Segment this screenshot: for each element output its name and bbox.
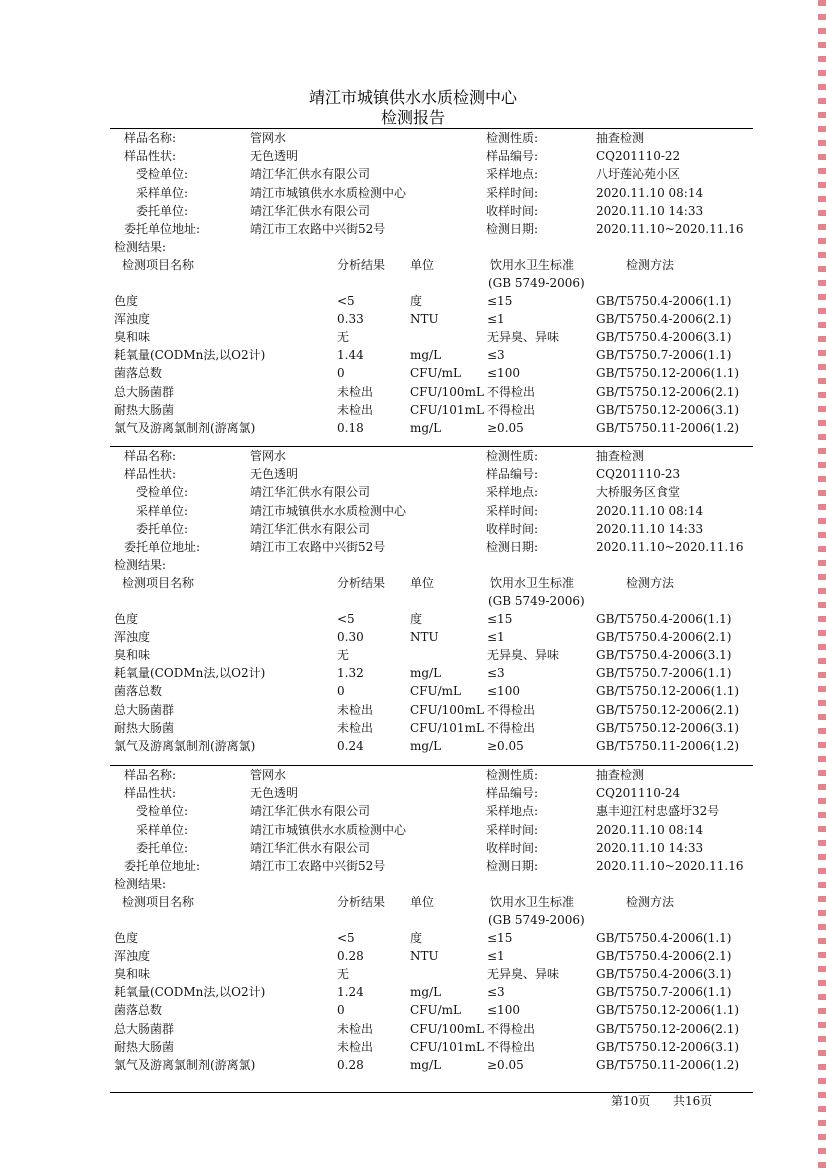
info-label: 收样时间: [486,521,539,536]
table-row [0,719,826,737]
sample-info-row [0,502,826,520]
cell-standard: ≤3 [487,985,505,1000]
info-value: 靖江华汇供水有限公司 [250,521,371,536]
col-header-result: 分析结果 [337,576,386,590]
col-header-standard-sub: (GB 5749-2006) [488,276,585,290]
sample-info-row [0,147,826,165]
cell-method: GB/T5750.12-2006(3.1) [596,402,740,417]
seal-edge-stamp [818,0,826,1169]
cell-standard: 不得检出 [487,720,536,735]
cell-method: GB/T5750.7-2006(1.1) [596,348,732,363]
table-row [0,1001,826,1019]
cell-result: 未检出 [337,720,374,735]
results-label: 检测结果: [114,877,167,891]
sample-info-row [0,857,826,875]
results-label-row [0,875,826,893]
cell-result: 未检出 [337,1039,374,1054]
cell-item: 总大肠菌群 [114,702,175,717]
cell-unit: CFU/mL [410,684,462,699]
info-value: 2020.11.10~2020.11.16 [596,859,744,873]
cell-method: GB/T5750.4-2006(2.1) [596,630,732,645]
table-row [0,965,826,983]
cell-standard: ≤3 [487,348,505,363]
cell-unit: 度 [410,931,423,945]
info-label: 采样地点: [486,804,539,819]
cell-standard: 不得检出 [487,1021,536,1036]
cell-item: 氯气及游离氯制剂(游离氯) [114,738,256,753]
column-header-row [0,574,826,592]
cell-item: 浑浊度 [114,949,151,964]
info-label: 检测日期: [486,540,539,554]
cell-standard: 无异臭、异味 [487,648,560,663]
cell-item: 色度 [114,294,139,308]
cell-result: 未检出 [337,702,374,717]
cell-result: 0 [337,366,345,381]
cell-standard: ≤3 [487,666,505,681]
cell-result: 1.32 [337,666,364,681]
info-value: 靖江市工农路中兴街52号 [250,859,386,873]
cell-unit: NTU [410,630,439,645]
info-label: 采样时间: [486,185,539,200]
cell-item: 菌落总数 [114,684,163,699]
cell-result: 0 [337,684,345,699]
cell-method: GB/T5750.4-2006(2.1) [596,312,732,327]
table-row [0,947,826,965]
info-value: 靖江华汇供水有限公司 [250,804,371,819]
table-row [0,310,826,328]
cell-unit: mg/L [410,738,442,753]
cell-standard: ≤15 [487,931,513,945]
cell-method: GB/T5750.12-2006(1.1) [596,366,740,381]
col-header-standard: 饮用水卫生标准 [490,576,575,590]
cell-result: 无 [337,648,350,663]
col-header-unit: 单位 [410,895,435,909]
cell-method: GB/T5750.4-2006(2.1) [596,949,732,964]
cell-method: GB/T5750.7-2006(1.1) [596,985,732,1000]
report-org-title: 靖江市城镇供水水质检测中心 [308,88,517,107]
info-value: 靖江市城镇供水水质检测中心 [250,185,407,200]
cell-standard: ≤100 [487,1003,520,1018]
cell-item: 总大肠菌群 [114,384,175,399]
table-row [0,610,826,628]
report-title: 检测报告 [380,108,445,127]
cell-standard: 无异臭、异味 [487,330,560,345]
cell-item: 菌落总数 [114,1003,163,1018]
info-value: 抽查检测 [596,131,645,145]
cell-unit: CFU/mL [410,366,462,381]
table-row [0,1020,826,1038]
cell-result: 0.30 [337,630,364,645]
cell-method: GB/T5750.4-2006(1.1) [596,931,732,945]
cell-item: 耗氧量(CODMn法,以O2计) [114,985,266,1000]
info-value: 管网水 [250,449,287,463]
cell-result: 1.24 [337,985,364,1000]
info-value: 靖江市城镇供水水质检测中心 [250,822,407,837]
col-header-standard: 饮用水卫生标准 [490,258,575,272]
info-label: 检测日期: [486,222,539,236]
table-row [0,929,826,947]
cell-standard: ≥0.05 [487,420,524,435]
cell-method: GB/T5750.12-2006(1.1) [596,1003,740,1018]
cell-standard: ≤1 [487,312,505,327]
results-label-row [0,238,826,256]
info-label: 样品性状: [124,467,177,482]
cell-method: GB/T5750.12-2006(3.1) [596,720,740,735]
info-value: 惠丰迎江村忠盛圩32号 [596,804,720,819]
table-row [0,737,826,755]
cell-unit: 度 [410,612,423,626]
cell-result: 0.28 [337,949,364,964]
col-header-result: 分析结果 [337,895,386,909]
info-label: 委托单位: [136,840,189,855]
sample-info-row [0,447,826,465]
info-label: 采样单位: [136,822,189,837]
cell-standard: ≥0.05 [487,1057,524,1072]
cell-result: <5 [337,931,355,945]
info-label: 样品编号: [486,786,539,801]
sample-info-row [0,766,826,784]
sample-info-row [0,520,826,538]
col-header-item: 检测项目名称 [122,576,195,590]
cell-unit: mg/L [410,1057,442,1072]
column-header-sub-row [0,592,826,610]
cell-standard: ≤1 [487,949,505,964]
info-label: 受检单位: [136,167,189,182]
info-value: CQ201110-23 [596,467,681,482]
info-value: 管网水 [250,131,287,145]
results-label-row [0,556,826,574]
table-row [0,419,826,437]
info-value: 靖江华汇供水有限公司 [250,203,371,218]
cell-standard: ≤100 [487,366,520,381]
cell-result: 未检出 [337,1021,374,1036]
cell-method: GB/T5750.12-2006(2.1) [596,702,740,717]
info-label: 委托单位: [136,521,189,536]
info-label: 样品名称: [124,131,177,145]
cell-unit: CFU/101mL [410,720,484,735]
table-row [0,401,826,419]
sample-info-row [0,202,826,220]
info-label: 样品编号: [486,149,539,164]
cell-standard: ≤15 [487,612,513,626]
cell-item: 耐热大肠菌 [114,720,175,735]
cell-standard: ≤1 [487,630,505,645]
info-value: 靖江市工农路中兴街52号 [250,222,386,236]
table-row [0,646,826,664]
info-value: 抽查检测 [596,449,645,463]
info-value: 2020.11.10 08:14 [596,185,704,200]
info-value: 无色透明 [250,467,299,482]
cell-method: GB/T5750.4-2006(3.1) [596,648,732,663]
info-label: 委托单位地址: [124,540,201,554]
info-value: 靖江市工农路中兴街52号 [250,540,386,554]
info-value: 2020.11.10 08:14 [596,822,704,837]
sample-info-row [0,839,826,857]
cell-result: 0 [337,1003,345,1018]
cell-method: GB/T5750.4-2006(3.1) [596,967,732,982]
cell-method: GB/T5750.11-2006(1.2) [596,420,740,435]
column-header-row [0,893,826,911]
sample-info-row [0,538,826,556]
cell-standard: 不得检出 [487,1039,536,1054]
info-label: 检测性质: [486,768,539,782]
cell-unit: 度 [410,294,423,308]
cell-standard: 不得检出 [487,384,536,399]
cell-result: 0.28 [337,1057,364,1072]
cell-item: 耐热大肠菌 [114,402,175,417]
cell-item: 色度 [114,612,139,626]
cell-unit: CFU/100mL [410,384,484,399]
sample-info-row [0,784,826,802]
info-value: 大桥服务区食堂 [596,485,681,500]
info-value: CQ201110-22 [596,149,681,164]
cell-result: 0.18 [337,420,364,435]
cell-unit: CFU/100mL [410,702,484,717]
cell-item: 总大肠菌群 [114,1021,175,1036]
info-label: 样品性状: [124,786,177,801]
cell-item: 耗氧量(CODMn法,以O2计) [114,666,266,681]
cell-item: 氯气及游离氯制剂(游离氯) [114,1057,256,1072]
info-label: 采样时间: [486,822,539,837]
cell-standard: ≤100 [487,684,520,699]
col-header-item: 检测项目名称 [122,258,195,272]
sample-info-row [0,184,826,202]
info-value: 2020.11.10 14:33 [596,203,704,218]
cell-item: 臭和味 [114,967,151,982]
col-header-item: 检测项目名称 [122,895,195,909]
info-label: 受检单位: [136,485,189,500]
col-header-unit: 单位 [410,258,435,272]
info-label: 采样单位: [136,185,189,200]
cell-standard: ≤15 [487,294,513,308]
table-row [0,383,826,401]
info-value: 无色透明 [250,149,299,164]
cell-result: 0.33 [337,312,364,327]
results-label: 检测结果: [114,240,167,254]
info-label: 采样地点: [486,485,539,500]
cell-result: 无 [337,330,350,345]
sample-info-row [0,220,826,238]
table-row [0,292,826,310]
cell-item: 浑浊度 [114,630,151,645]
info-label: 采样时间: [486,503,539,518]
page-total: 共16页 [673,1094,713,1108]
table-row [0,328,826,346]
cell-unit: mg/L [410,420,442,435]
info-value: 2020.11.10~2020.11.16 [596,540,744,554]
sample-info-row [0,165,826,183]
cell-method: GB/T5750.11-2006(1.2) [596,738,740,753]
info-value: 靖江华汇供水有限公司 [250,485,371,500]
info-label: 检测性质: [486,449,539,463]
col-header-standard-sub: (GB 5749-2006) [488,594,585,608]
info-value: 2020.11.10 08:14 [596,503,704,518]
cell-item: 色度 [114,931,139,945]
info-label: 采样单位: [136,503,189,518]
cell-result: 未检出 [337,402,374,417]
cell-item: 浑浊度 [114,312,151,327]
sample-info-row [0,802,826,820]
table-row [0,346,826,364]
table-row [0,983,826,1001]
col-header-standard-sub: (GB 5749-2006) [488,913,585,927]
column-header-sub-row [0,274,826,292]
info-value: 八圩莲沁苑小区 [596,167,681,182]
cell-unit: CFU/101mL [410,1039,484,1054]
cell-method: GB/T5750.12-2006(3.1) [596,1039,740,1054]
info-label: 收样时间: [486,203,539,218]
cell-unit: CFU/mL [410,1003,462,1018]
info-label: 委托单位地址: [124,222,201,236]
info-label: 采样地点: [486,167,539,182]
cell-unit: mg/L [410,985,442,1000]
info-label: 委托单位: [136,203,189,218]
info-label: 受检单位: [136,804,189,819]
cell-method: GB/T5750.4-2006(1.1) [596,294,732,308]
cell-method: GB/T5750.12-2006(2.1) [596,384,740,399]
cell-result: 未检出 [337,384,374,399]
table-row [0,1038,826,1056]
info-value: 靖江市城镇供水水质检测中心 [250,503,407,518]
info-value: 抽查检测 [596,768,645,782]
cell-unit: mg/L [410,348,442,363]
info-label: 样品编号: [486,467,539,482]
page-number: 第10页 [611,1094,651,1108]
cell-unit: CFU/101mL [410,402,484,417]
cell-method: GB/T5750.4-2006(3.1) [596,330,732,345]
info-label: 检测日期: [486,859,539,873]
cell-item: 臭和味 [114,330,151,345]
info-value: 靖江华汇供水有限公司 [250,167,371,182]
info-value: 2020.11.10~2020.11.16 [596,222,744,236]
cell-result: <5 [337,612,355,626]
cell-item: 臭和味 [114,648,151,663]
column-header-sub-row [0,911,826,929]
section-divider-line [110,1092,753,1093]
cell-method: GB/T5750.4-2006(1.1) [596,612,732,626]
cell-item: 耗氧量(CODMn法,以O2计) [114,348,266,363]
table-row [0,1056,826,1074]
table-row [0,364,826,382]
info-value: 靖江华汇供水有限公司 [250,840,371,855]
cell-method: GB/T5750.12-2006(2.1) [596,1021,740,1036]
info-label: 检测性质: [486,131,539,145]
cell-method: GB/T5750.11-2006(1.2) [596,1057,740,1072]
cell-result: 1.44 [337,348,364,363]
sample-info-row [0,465,826,483]
info-value: 2020.11.10 14:33 [596,521,704,536]
info-value: 2020.11.10 14:33 [596,840,704,855]
col-header-method: 检测方法 [626,258,675,272]
sample-info-row [0,129,826,147]
col-header-unit: 单位 [410,576,435,590]
cell-method: GB/T5750.7-2006(1.1) [596,666,732,681]
cell-result: <5 [337,294,355,308]
cell-standard: 不得检出 [487,702,536,717]
cell-item: 菌落总数 [114,366,163,381]
results-label: 检测结果: [114,558,167,572]
col-header-result: 分析结果 [337,258,386,272]
column-header-row [0,256,826,274]
sample-info-row [0,483,826,501]
cell-standard: ≥0.05 [487,738,524,753]
info-label: 样品名称: [124,449,177,463]
cell-result: 无 [337,967,350,982]
table-row [0,682,826,700]
info-label: 样品名称: [124,768,177,782]
table-row [0,628,826,646]
info-label: 收样时间: [486,840,539,855]
info-value: CQ201110-24 [596,786,681,801]
info-value: 管网水 [250,768,287,782]
cell-item: 氯气及游离氯制剂(游离氯) [114,420,256,435]
cell-result: 0.24 [337,738,364,753]
cell-standard: 不得检出 [487,402,536,417]
cell-method: GB/T5750.12-2006(1.1) [596,684,740,699]
info-label: 样品性状: [124,149,177,164]
info-label: 委托单位地址: [124,859,201,873]
sample-info-row [0,821,826,839]
col-header-method: 检测方法 [626,576,675,590]
cell-item: 耐热大肠菌 [114,1039,175,1054]
cell-unit: NTU [410,949,439,964]
table-row [0,701,826,719]
cell-unit: NTU [410,312,439,327]
col-header-method: 检测方法 [626,895,675,909]
table-row [0,664,826,682]
cell-unit: mg/L [410,666,442,681]
cell-standard: 无异臭、异味 [487,967,560,982]
info-value: 无色透明 [250,786,299,801]
cell-unit: CFU/100mL [410,1021,484,1036]
col-header-standard: 饮用水卫生标准 [490,895,575,909]
